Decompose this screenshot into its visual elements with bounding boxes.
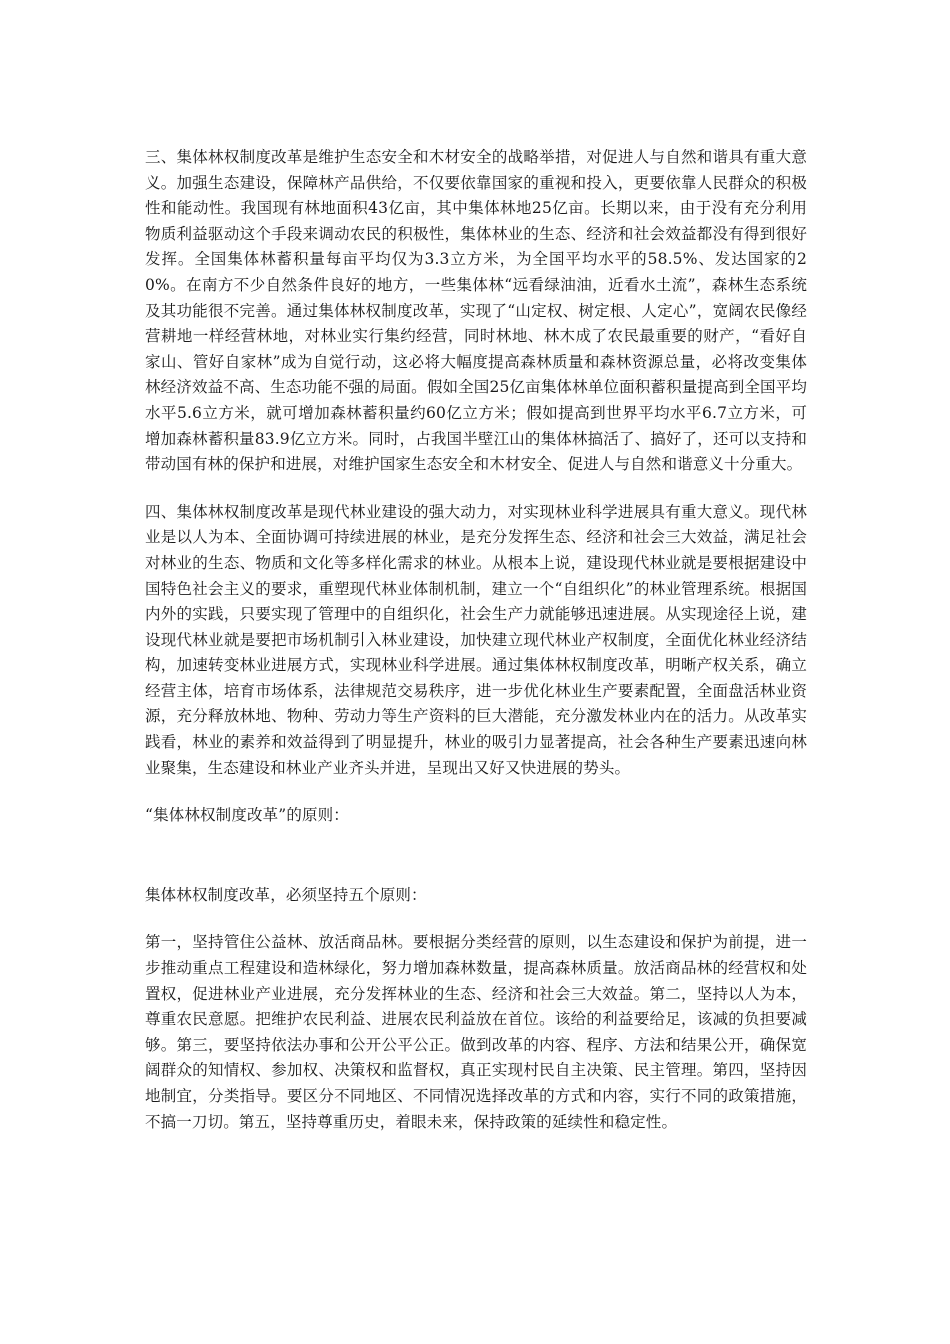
paragraph-section-three: 三、集体林权制度改革是维护生态安全和木材安全的战略举措，对促进人与自然和谐具有重大意义。加强生态建设，保障林产品供给，不仅要依靠国家的重视和投入，更要依靠人民群众的积极性和能动性。我国现有林地面积43亿亩，其中集体林地25亿亩。长期以来，由于没有充分利用物质利益驱动这个手段来调动农民的积极性，集体林业的生态、经济和社会效益都没有得到很好发挥。全国集体林蓄积量每亩平均仅为3.3立方米，为全国平均水平的58.5%、发达国家的20%。在南方不少自然条件良好的地方，一些集体林“远看绿油油，近看水土流”，森林生态系统及其功能很不完善。通过集体林权制度改革，实现了“山定权、树定根、人定心”，宽阔农民像经营耕地一样经营林地，对林业实行集约经营，同时林地、林木成了农民最重要的财产，“看好自家山、管好自家林”成为自觉行动，这必将大幅度提高森林质量和森林资源总量，必将改变集体林经济效益不高、生态功能不强的局面。假如全国25亿亩集体林单位面积蓄积量提高到全国平均水平5.6立方米，就可增加森林蓄积量约60亿立方米；假如提高到世界平均水平6.7立方米，可增加森林蓄积量83.9亿立方米。同时，占我国半壁江山的集体林搞活了、搞好了，还可以支持和带动国有林的保护和进展，对维护国家生态安全和木材安全、促进人与自然和谐意义十分重大。 bbox=[145, 148, 807, 474]
paragraph-section-four: 四、集体林权制度改革是现代林业建设的强大动力，对实现林业科学进展具有重大意义。现代林业是以人为本、全面协调可持续进展的林业，是充分发挥生态、经济和社会三大效益，满足社会对林业的生态、物质和文化等多样化需求的林业。从根本上说，建设现代林业就是要根据建设中国特色社会主义的要求，重塑现代林业体制机制，建立一个“自组织化”的林业管理系统。根据国内外的实践，只要实现了管理中的自组织化，社会生产力就能够迅速进展。从实现途径上说，建设现代林业就是要把市场机制引入林业建设，加快建立现代林业产权制度，全面优化林业经济结构，加速转变林业进展方式，实现林业科学进展。通过集体林权制度改革，明晰产权关系，确立经营主体，培育市场体系，法律规范交易秩序，进一步优化林业生产要素配置，全面盘活林业资源，充分释放林地、物种、劳动力等生产资料的巨大潜能，充分激发林业内在的活力。从改革实践看，林业的素养和效益得到了明显提升，林业的吸引力显著提高，社会各种生产要素迅速向林业聚集，生态建设和林业产业齐头并进，呈现出又好又快进展的势头。 bbox=[145, 502, 807, 777]
paragraph-five-principles: 第一，坚持管住公益林、放活商品林。要根据分类经营的原则，以生态建设和保护为前提，进一步推动重点工程建设和造林绿化，努力增加森林数量，提高森林质量。放活商品林的经营权和处置权，促进林业产业进展，充分发挥林业的生态、经济和社会三大效益。第二，坚持以人为本，尊重农民意愿。把维护农民利益、进展农民利益放在首位。该给的利益要给足，该减的负担要减够。第三，要坚持依法办事和公开公平公正。做到改革的内容、程序、方法和结果公开，确保宽阔群众的知情权、参加权、决策权和监督权，真正实现村民自主决策、民主管理。第四，坚持因地制宜，分类指导。要区分不同地区、不同情况选择改革的方式和内容，实行不同的政策措施，不搞一刀切。第五，坚持尊重历史，着眼未来，保持政策的延续性和稳定性。 bbox=[145, 933, 807, 1131]
principles-intro: 集体林权制度改革，必须坚持五个原则： bbox=[145, 885, 427, 904]
principles-heading: “集体林权制度改革”的原则： bbox=[145, 806, 349, 825]
document-page bbox=[145, 145, 807, 1135]
